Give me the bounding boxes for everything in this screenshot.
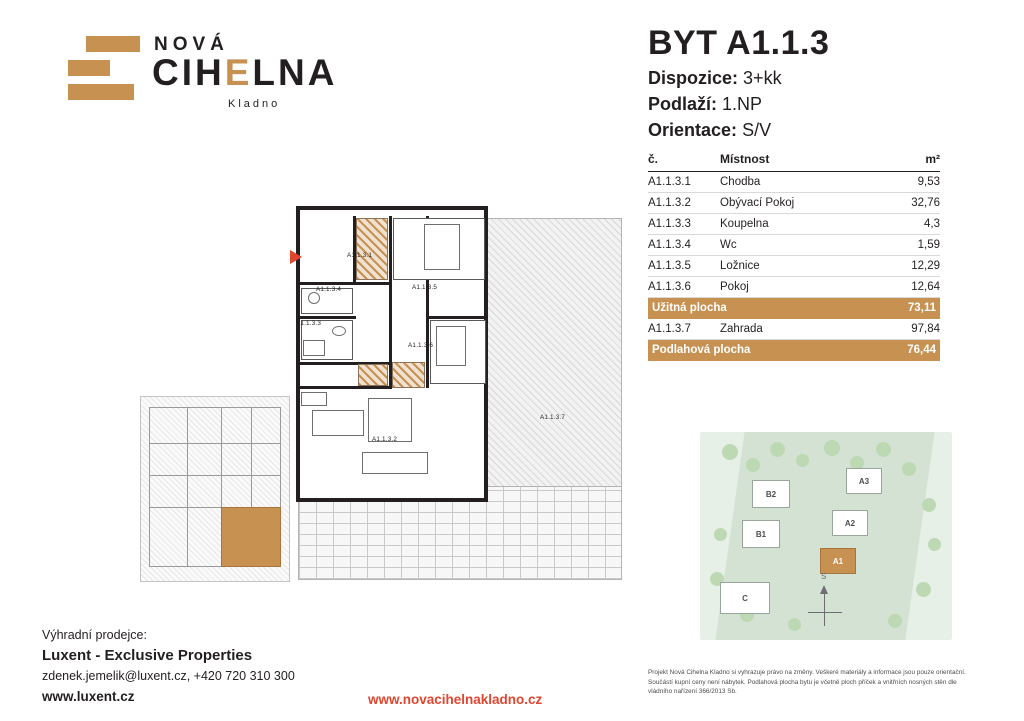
table-row-usable-area xyxy=(648,298,940,319)
label-loznice: A1.1.3.5 xyxy=(412,284,438,291)
logo-cihelna-text xyxy=(152,52,337,94)
bed-fixture xyxy=(424,224,460,270)
row-room: Obývací Pokoj xyxy=(720,193,884,214)
tree-icon xyxy=(770,442,785,457)
spec-orientace xyxy=(648,120,771,141)
spec-dispozice xyxy=(648,68,782,89)
site-building-c[interactable]: C xyxy=(720,582,770,614)
row-area: 97,84 xyxy=(884,319,940,340)
row-number: A1.1.3.7 xyxy=(648,319,720,340)
entrance-arrow-icon xyxy=(290,250,302,264)
table-row xyxy=(648,193,940,214)
row-room: Koupelna xyxy=(720,214,884,235)
row-number: A1.1.3.3 xyxy=(648,214,720,235)
logo-cihelna-part1: CIH xyxy=(152,52,225,93)
row-room: Wc xyxy=(720,235,884,256)
spec-dispozice-label: Dispozice: xyxy=(648,68,739,88)
tree-icon xyxy=(902,462,916,476)
spec-podlazi xyxy=(648,94,762,115)
label-koupelna: A1.1.3.3 xyxy=(296,320,322,327)
project-website-link[interactable]: www.novacihelnakladno.cz xyxy=(368,692,543,707)
site-building-b1[interactable]: B1 xyxy=(742,520,780,548)
row-area: 9,53 xyxy=(884,172,940,193)
row-room: Pokoj xyxy=(720,277,884,298)
spec-dispozice-value: 3+kk xyxy=(743,68,782,88)
toilet-fixture xyxy=(308,292,320,304)
shower-fixture xyxy=(303,340,325,356)
floor-area-value: 76,44 xyxy=(884,340,940,361)
spec-podlazi-label: Podlaží: xyxy=(648,94,718,114)
table-row xyxy=(648,235,940,256)
row-room: Ložnice xyxy=(720,256,884,277)
logo-kladno-text: Kladno xyxy=(228,98,281,110)
seller-name: Luxent - Exclusive Properties xyxy=(42,647,253,664)
row-number: A1.1.3.4 xyxy=(648,235,720,256)
row-area: 4,3 xyxy=(884,214,940,235)
floor-area-label: Podlahová plocha xyxy=(648,340,884,361)
building-key-plan xyxy=(140,396,290,582)
spec-orientace-value: S/V xyxy=(742,120,772,140)
seller-website[interactable]: www.luxent.cz xyxy=(42,689,135,704)
col-header-room: Místnost xyxy=(720,152,884,172)
row-area: 12,29 xyxy=(884,256,940,277)
label-pokoj: A1.1.3.6 xyxy=(408,342,434,349)
row-area: 32,76 xyxy=(884,193,940,214)
wall xyxy=(296,316,299,390)
tree-icon xyxy=(916,582,931,597)
legal-disclaimer: Projekt Nová Cihelna Kladno si vyhrazuje právo na změny. Veškeré materiály a informace jsou pouze orientační. Součástí kupní ceny není nábytek. Podlahová plocha bytu je včetně ploch příček a vnitřních nosných stěn dle vládního nařízení 366/2013 Sb. xyxy=(648,669,966,696)
room-table xyxy=(648,152,940,361)
usable-area-value: 73,11 xyxy=(884,298,940,319)
wall xyxy=(296,316,356,319)
seller-label: Výhradní prodejce: xyxy=(42,628,147,642)
brand-logo xyxy=(68,30,368,116)
label-wc: A1.1.3.4 xyxy=(316,286,342,293)
tree-icon xyxy=(746,458,760,472)
page-title: BYT A1.1.3 xyxy=(648,24,830,62)
row-number: A1.1.3.2 xyxy=(648,193,720,214)
kitchen-counter-fixture xyxy=(301,392,327,406)
tree-icon xyxy=(796,454,809,467)
logo-cihelna-part2: LNA xyxy=(252,52,338,93)
site-building-b2[interactable]: B2 xyxy=(752,480,790,508)
tree-icon xyxy=(788,618,801,631)
table-row xyxy=(648,256,940,277)
row-area: 1,59 xyxy=(884,235,940,256)
usable-area-label: Užitná plocha xyxy=(648,298,884,319)
label-chodba: A1.1.3.1 xyxy=(347,252,373,259)
bed-fixture-2 xyxy=(436,326,466,366)
table-row xyxy=(648,214,940,235)
tree-icon xyxy=(714,528,727,541)
sink-fixture xyxy=(332,326,346,336)
dining-table-fixture xyxy=(312,410,364,436)
table-row xyxy=(648,172,940,193)
coffee-table-fixture xyxy=(362,452,428,474)
tree-icon xyxy=(876,442,891,457)
logo-cihelna-accent: E xyxy=(224,52,253,93)
hatched-zone-hall xyxy=(356,218,388,280)
spec-podlazi-value: 1.NP xyxy=(722,94,763,114)
wall xyxy=(426,316,488,319)
row-area: 12,64 xyxy=(884,277,940,298)
seller-contact[interactable]: zdenek.jemelik@luxent.cz, +420 720 310 300 xyxy=(42,669,295,683)
col-header-number: č. xyxy=(648,152,720,172)
site-building-a2[interactable]: A2 xyxy=(832,510,868,536)
logo-mark-icon xyxy=(68,36,140,108)
spec-orientace-label: Orientace: xyxy=(648,120,738,140)
hatched-zone-kitchen xyxy=(392,362,425,388)
table-row-garden xyxy=(648,319,940,340)
row-number: A1.1.3.1 xyxy=(648,172,720,193)
hatched-zone-storage xyxy=(358,364,388,386)
tree-icon xyxy=(922,498,936,512)
row-room: Zahrada xyxy=(720,319,884,340)
key-plan-highlight xyxy=(221,507,281,567)
table-row xyxy=(648,277,940,298)
site-building-a3[interactable]: A3 xyxy=(846,468,882,494)
row-room: Chodba xyxy=(720,172,884,193)
label-zahrada: A1.1.3.7 xyxy=(540,414,566,421)
tree-icon xyxy=(824,440,840,456)
table-header-row xyxy=(648,152,940,172)
tree-icon xyxy=(722,444,738,460)
label-obyvaci: A1.1.3.2 xyxy=(372,436,398,443)
tree-icon xyxy=(888,614,902,628)
tree-icon xyxy=(928,538,941,551)
wall xyxy=(296,282,392,285)
col-header-area: m² xyxy=(884,152,940,172)
site-map xyxy=(700,432,952,640)
site-building-a1[interactable]: A1 xyxy=(820,548,856,574)
table-row-floor-area xyxy=(648,340,940,361)
compass-north-label: S xyxy=(821,572,827,581)
row-number: A1.1.3.6 xyxy=(648,277,720,298)
compass-icon xyxy=(808,572,842,626)
row-number: A1.1.3.5 xyxy=(648,256,720,277)
logo-nova-text: NOVÁ xyxy=(154,34,229,55)
wall xyxy=(296,386,392,389)
